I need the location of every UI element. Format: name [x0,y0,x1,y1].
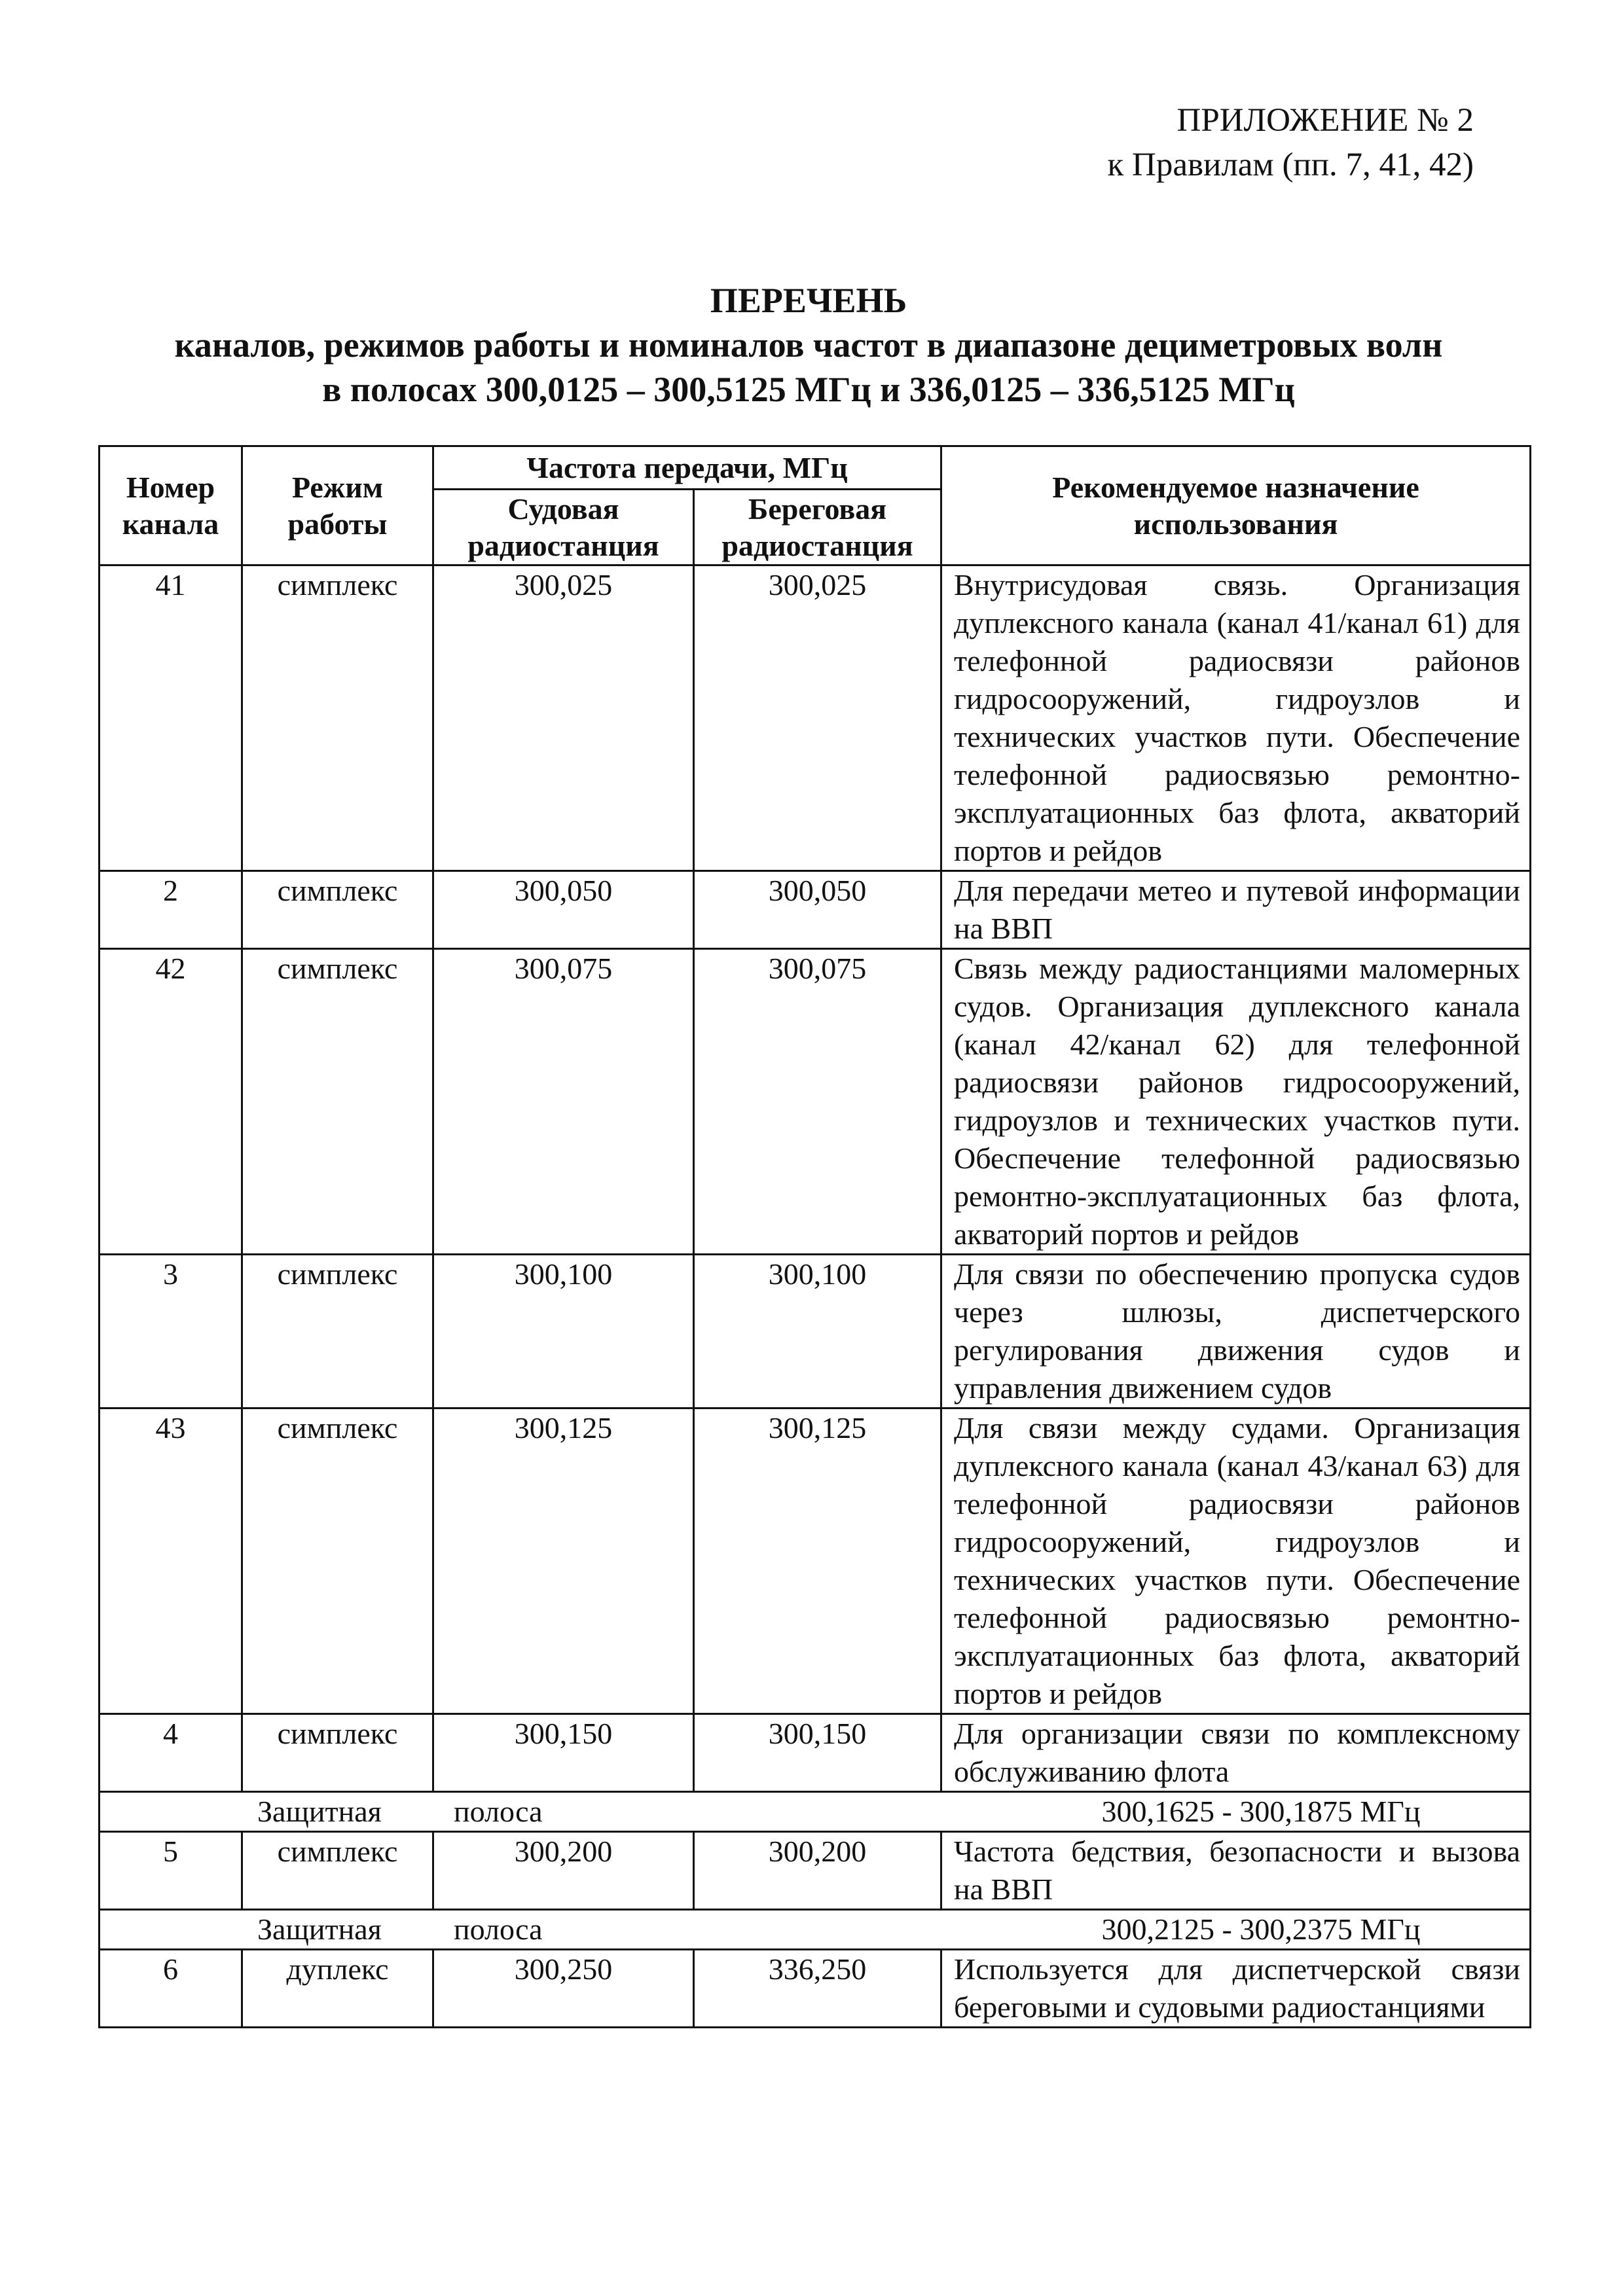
guard-band-label: Защитная [257,1795,382,1828]
cell-ship-freq: 300,150 [433,1714,694,1792]
title-line-2: каналов, режимов работы и номиналов частот в диапазоне дециметровых волн [174,325,1443,365]
cell-mode: симплекс [242,565,433,871]
cell-channel: 4 [100,1714,242,1792]
header-frequency-group: Частота передачи, МГц [433,446,941,490]
appendix-number: ПРИЛОЖЕНИЕ № 2 [1176,102,1474,139]
cell-purpose: Внутрисудовая связь. Организация дуплексного канала (канал 41/канал 61) для телефонной радиосвязи районов гидросооружений, гидроузлов и технических участков пути. Обеспечение телефонной радиосвязью ремонтно-эксплуатационных баз флота, акваторий портов и рейдов [941,565,1531,871]
header-ship-station: Судовая радиостанция [433,490,694,565]
cell-purpose: Для связи по обеспечению пропуска судов через шлюзы, диспетчерского регулирования движения судов и управления движением судов [941,1255,1531,1408]
guard-band-range: 300,1625 - 300,1875 МГц [1101,1795,1421,1828]
cell-purpose: Для связи между судами. Организация дуплексного канала (канал 43/канал 63) для телефонной радиосвязи районов гидросооружений, гидроузлов и технических участков пути. Обеспечение телефонной радиосвязью ремонтно-эксплуатационных баз флота, акваторий портов и рейдов [941,1408,1531,1714]
table-row [100,1408,1531,1714]
cell-channel: 3 [100,1255,242,1408]
cell-shore-freq: 300,150 [694,1714,941,1792]
cell-ship-freq: 300,125 [433,1408,694,1714]
cell-channel: 43 [100,1408,242,1714]
cell-mode: дуплекс [242,1950,433,2028]
header-purpose: Рекомендуемое назначение использования [941,446,1531,565]
cell-ship-freq: 300,050 [433,871,694,949]
guard-band-row [100,1792,1531,1832]
guard-band-label: Защитная [257,1912,382,1946]
cell-purpose: Связь между радиостанциями маломерных судов. Организация дуплексного канала (канал 42/канал 62) для телефонной радиосвязи районов гидросооружений, гидроузлов и технических участков пути. Обеспечение телефонной радиосвязью ремонтно-эксплуатационных баз флота, акваторий портов и рейдов [941,949,1531,1255]
header-shore-station: Береговая радиостанция [694,490,941,565]
cell-shore-freq: 336,250 [694,1950,941,2028]
title-line-3: в полосах 300,0125 – 300,5125 МГц и 336,0125 – 336,5125 МГц [322,370,1295,409]
table-row [100,1714,1531,1792]
guard-band-row [100,1910,1531,1950]
cell-purpose: Используется для диспетчерской связи береговыми и судовыми радиостанциями [941,1950,1531,2028]
cell-mode: симплекс [242,1714,433,1792]
cell-ship-freq: 300,025 [433,565,694,871]
table-row [100,1255,1531,1408]
table-row [100,949,1531,1255]
cell-purpose: Для передачи метео и путевой информации на ВВП [941,871,1531,949]
cell-mode: симплекс [242,1408,433,1714]
cell-ship-freq: 300,100 [433,1255,694,1408]
table-row [100,871,1531,949]
appendix-header [1107,98,1474,187]
cell-ship-freq: 300,200 [433,1832,694,1910]
cell-channel: 6 [100,1950,242,2028]
table-row [100,565,1531,871]
cell-purpose: Частота бедствия, безопасности и вызова на ВВП [941,1832,1531,1910]
cell-channel: 42 [100,949,242,1255]
title-line-1: ПЕРЕЧЕНЬ [710,281,907,320]
guard-band-range: 300,2125 - 300,2375 МГц [1101,1912,1421,1946]
cell-channel: 2 [100,871,242,949]
header-mode: Режим работы [242,446,433,565]
header-channel: Номер канала [100,446,242,565]
cell-shore-freq: 300,025 [694,565,941,871]
cell-shore-freq: 300,200 [694,1832,941,1910]
cell-shore-freq: 300,125 [694,1408,941,1714]
appendix-reference: к Правилам (пп. 7, 41, 42) [1107,147,1474,183]
cell-shore-freq: 300,100 [694,1255,941,1408]
cell-mode: симплекс [242,871,433,949]
cell-mode: симплекс [242,1255,433,1408]
cell-channel: 5 [100,1832,242,1910]
table-row [100,1950,1531,2028]
cell-ship-freq: 300,075 [433,949,694,1255]
cell-shore-freq: 300,050 [694,871,941,949]
guard-band-label-2: полоса [454,1795,543,1828]
cell-channel: 41 [100,565,242,871]
table-row [100,1832,1531,1910]
cell-purpose: Для организации связи по комплексному обслуживанию флота [941,1714,1531,1792]
guard-band-label-2: полоса [454,1912,543,1946]
channel-table [98,445,1531,2028]
cell-mode: симплекс [242,1832,433,1910]
cell-mode: симплекс [242,949,433,1255]
document-title [98,278,1519,412]
cell-shore-freq: 300,075 [694,949,941,1255]
cell-ship-freq: 300,250 [433,1950,694,2028]
